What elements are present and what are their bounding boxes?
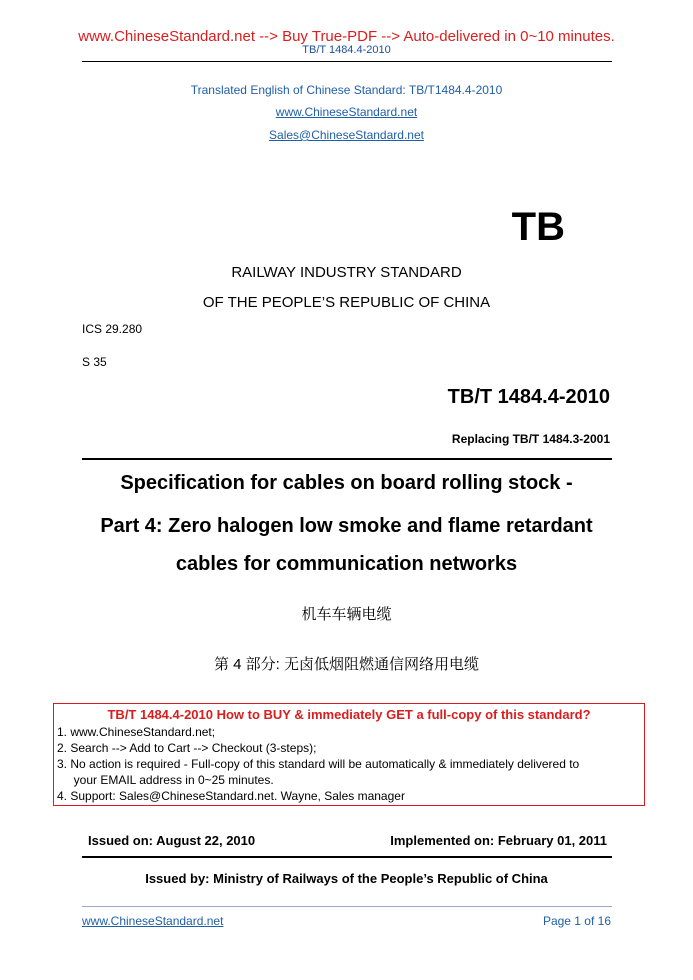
page-number: Page 1 of 16 [542,914,611,928]
email-link[interactable]: Sales@ChineseStandard.net [269,128,424,142]
top-banner[interactable]: www.ChineseStandard.net --> Buy True-PDF --> Auto-delivered in 0~10 minutes. [78,28,615,45]
org-line-2: OF THE PEOPLE’S REPUBLIC OF CHINA [202,294,491,311]
header-rule [82,61,612,62]
issued-date: Issued on: August 22, 2010 [88,833,256,848]
purchase-step: 2. Search --> Add to Cart --> Checkout (3-steps); [57,741,317,755]
issued-by: Issued by: Ministry of Railways of the People’s Republic of China [145,871,548,886]
purchase-step[interactable]: 1. www.ChineseStandard.net; [57,725,216,739]
title-line-2: Part 4: Zero halogen low smoke and flame retardant [100,515,593,537]
title-line-1: Specification for cables on board rolling stock - [120,472,573,494]
chinese-title-2: 第 4 部分: 无卤低烟阻燃通信网络用电缆 [213,656,479,673]
site-link[interactable]: www.ChineseStandard.net [275,105,418,119]
footer-site-link[interactable]: www.ChineseStandard.net [82,914,224,928]
purchase-step: 3. No action is required - Full-copy of this standard will be automatically & immediately delivered to [57,757,580,771]
standard-number: TB/T 1484.4-2010 [447,386,610,408]
translation-line: Translated English of Chinese Standard: TB/T1484.4-2010 [190,83,503,97]
purchase-box-title: TB/T 1484.4-2010 How to BUY & immediately GET a full-copy of this standard? [107,707,591,722]
org-line-1: RAILWAY INDUSTRY STANDARD [231,264,462,281]
tb-logo: TB [511,205,565,249]
header-doc-id: TB/T 1484.4-2010 [302,44,391,56]
footer-rule [82,906,612,907]
ics-code: ICS 29.280 [82,322,143,336]
purchase-step: 4. Support: Sales@ChineseStandard.net. Wayne, Sales manager [57,789,405,803]
title-rule [82,458,612,460]
chinese-title-1: 机车车辆电缆 [301,606,392,623]
implemented-date: Implemented on: February 01, 2011 [390,833,607,848]
replacing-note: Replacing TB/T 1484.3-2001 [451,432,610,446]
purchase-box [53,703,645,806]
title-line-3: cables for communication networks [175,553,518,575]
purchase-step: your EMAIL address in 0~25 minutes. [57,773,274,787]
dates-rule [82,856,612,858]
s-code: S 35 [82,355,107,369]
